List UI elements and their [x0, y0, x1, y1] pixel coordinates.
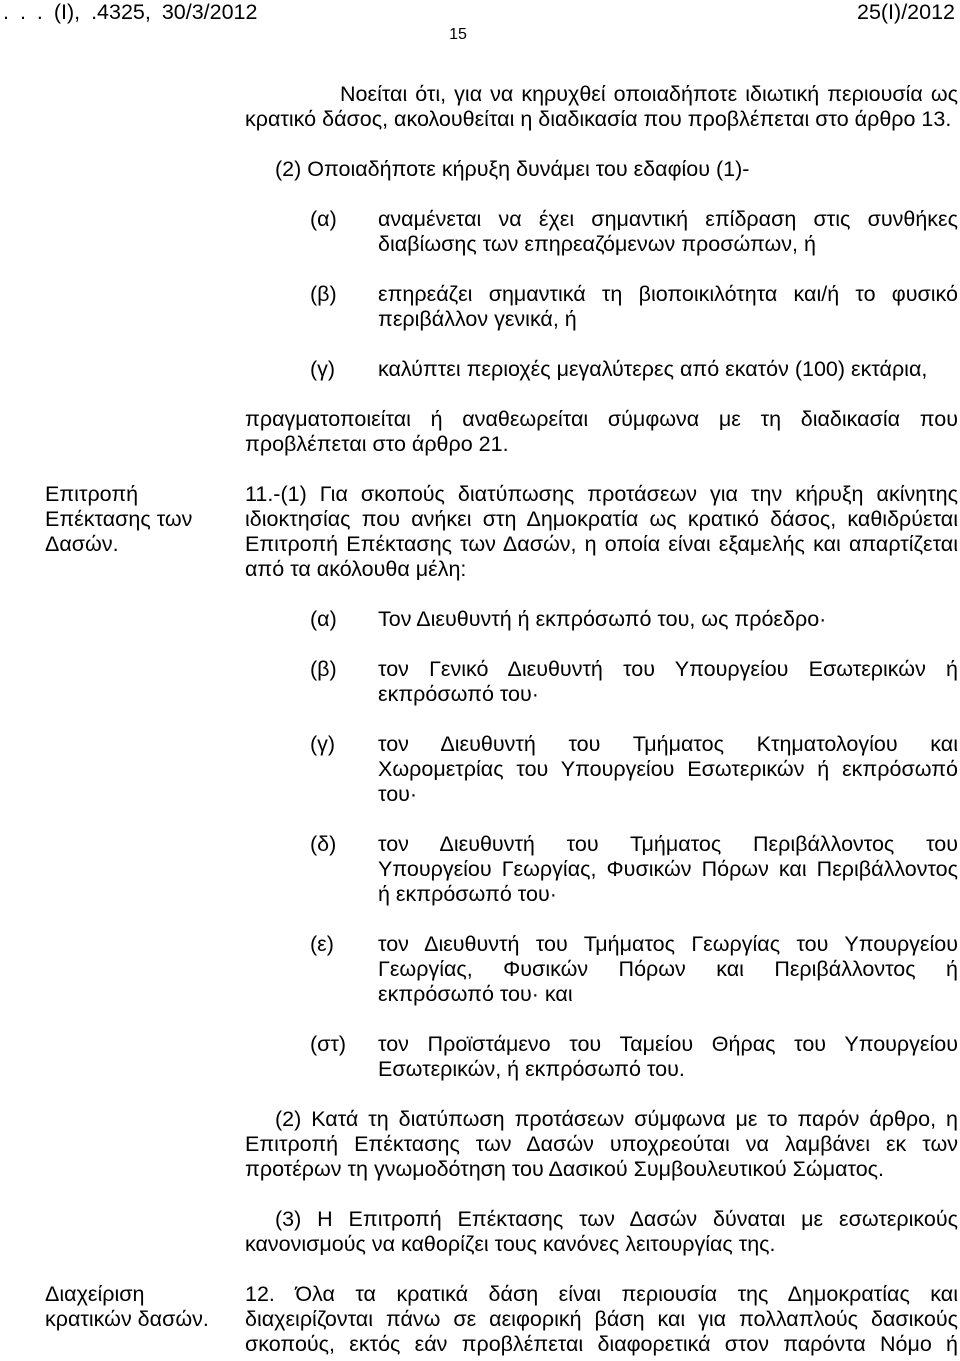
article-11-subsection-2: [245, 1107, 958, 1182]
item-label: (β): [310, 657, 337, 681]
text-line: Επιτροπή Επέκτασης των Δασών υποχρεούται να λαμβάνει εκ των: [245, 1132, 958, 1156]
text-line: διαχειρίζονται πάνω σε αειφορική βάση και για πολλαπλούς δασικούς: [245, 1307, 958, 1331]
member-item: [310, 1032, 958, 1082]
margin-note-line: Διαχείριση: [45, 1282, 145, 1306]
text-line: εκπρόσωπό του·: [378, 682, 539, 706]
member-item: [310, 932, 958, 1007]
text-line: προτέρων τη γνωμοδότηση του Δασικού Συμβουλευτικού Σώματος.: [245, 1157, 884, 1181]
subsection-2-heading: [245, 157, 958, 182]
text-line: τον Προϊστάμενο του Ταμείου Θήρας του Υπουργείου: [378, 1032, 958, 1056]
text-line: πραγματοποιείται ή αναθεωρείται σύμφωνα με τη διαδικασία που: [245, 407, 958, 431]
document-body: [45, 82, 958, 1357]
margin-note: [45, 482, 240, 557]
item-label: (β): [310, 282, 337, 306]
text-line: κρατικό δάσος, ακολουθείται η διαδικασία που προβλέπεται στο άρθρο 13.: [245, 107, 952, 131]
text-line: 11.-(1) Για σκοπούς διατύπωσης προτάσεων για την κήρυξη ακίνητης: [245, 482, 958, 506]
item-label: (ε): [310, 932, 334, 956]
article-12: [45, 1282, 958, 1357]
text-line: Εσωτερικών, ή εκπρόσωπό του.: [378, 1057, 685, 1081]
item-label: (στ): [310, 1032, 347, 1056]
text-line: κανονισμούς να καθορίζει τους κανόνες λειτουργίας της.: [245, 1232, 776, 1256]
text-line: 12. Όλα τα κρατικά δάση είναι περιουσία της Δημοκρατίας και: [245, 1282, 958, 1306]
list-item: [310, 357, 958, 382]
text-line: τον Διευθυντή του Τμήματος Κτηματολογίου και: [378, 732, 958, 756]
text-line: (2) Κατά τη διατύπωση προτάσεων σύμφωνα με το παρόν άρθρο, η: [275, 1107, 958, 1131]
page-number: 15: [449, 26, 467, 43]
text-line: επηρεάζει σημαντικά τη βιοποικιλότητα και/ή το φυσικό: [378, 282, 958, 306]
subsection-2-closing: [245, 407, 958, 457]
text-line: τον Διευθυντή του Τμήματος Γεωργίας του Υπουργείου: [378, 932, 958, 956]
text-line: ιδιοκτησίας που ανήκει στη Δημοκρατία ως κρατικό δάσος, καθιδρύεται: [245, 507, 958, 531]
proviso-paragraph: [245, 82, 958, 132]
law-number: 25(Ι)/2012: [856, 0, 955, 24]
margin-note: [45, 1282, 240, 1332]
text-line: Νοείται ότι, για να κηρυχθεί οποιαδήποτε ιδιωτική περιουσία ως: [340, 82, 958, 106]
item-label: (δ): [310, 832, 337, 856]
text-line: σκοπούς, εκτός εάν προβλέπεται διαφορετικά στον παρόντα Νόμο ή: [245, 1332, 958, 1356]
margin-note-line: Επέκτασης των: [45, 507, 193, 531]
text-line: (3) Η Επιτροπή Επέκτασης των Δασών δύναται με εσωτερικούς: [275, 1207, 958, 1231]
text-line: Υπουργείου Γεωργίας, Φυσικών Πόρων και Περιβάλλοντος: [378, 857, 958, 881]
item-label: (γ): [310, 732, 336, 756]
item-label: (γ): [310, 357, 336, 381]
list-item: [310, 282, 958, 332]
margin-note-line: κρατικών δασών.: [45, 1307, 209, 1331]
text-line: διαβίωσης των επηρεαζόμενων προσώπων, ή: [378, 232, 816, 256]
member-item: [310, 832, 958, 907]
text-line: καλύπτει περιοχές μεγαλύτερες από εκατόν (100) εκτάρια,: [378, 357, 928, 381]
margin-note-line: Επιτροπή: [45, 482, 139, 506]
text-line: από τα ακόλουθα μέλη:: [245, 557, 467, 581]
member-item: [310, 657, 958, 707]
list-item: [310, 207, 958, 257]
text-line: (2) Οποιαδήποτε κήρυξη δυνάμει του εδαφίου (1)-: [275, 157, 750, 181]
text-line: τον Διευθυντή του Τμήματος Περιβάλλοντος του: [378, 832, 958, 856]
text-line: περιβάλλον γενικά, ή: [378, 307, 577, 331]
member-item: [310, 732, 958, 807]
gazette-reference: . . . (Ι), .4325, 30/3/2012: [3, 0, 258, 24]
item-label: (α): [310, 207, 337, 231]
article-11-subsection-1: [45, 482, 958, 582]
member-item: [310, 607, 958, 632]
text-line: Γεωργίας, Φυσικών Πόρων και Περιβάλλοντος ή: [378, 957, 958, 981]
text-line: αναμένεται να έχει σημαντική επίδραση στις συνθήκες: [378, 207, 958, 231]
text-line: Τον Διευθυντή ή εκπρόσωπό του, ως πρόεδρο·: [378, 607, 827, 631]
margin-note-line: Δασών.: [45, 532, 119, 556]
text-line: του·: [378, 782, 418, 806]
item-label: (α): [310, 607, 337, 631]
text-line: ή εκπρόσωπό του·: [378, 882, 557, 906]
text-line: Επιτροπή Επέκτασης των Δασών, η οποία είναι εξαμελής και απαρτίζεται: [245, 532, 958, 556]
text-line: προβλέπεται στο άρθρο 21.: [245, 432, 509, 456]
text-line: τον Γενικό Διευθυντή του Υπουργείου Εσωτερικών ή: [378, 657, 958, 681]
article-11-subsection-3: [245, 1207, 958, 1257]
text-line: Χωρομετρίας του Υπουργείου Εσωτερικών ή εκπρόσωπό: [378, 757, 958, 781]
text-line: εκπρόσωπό του· και: [378, 982, 573, 1006]
